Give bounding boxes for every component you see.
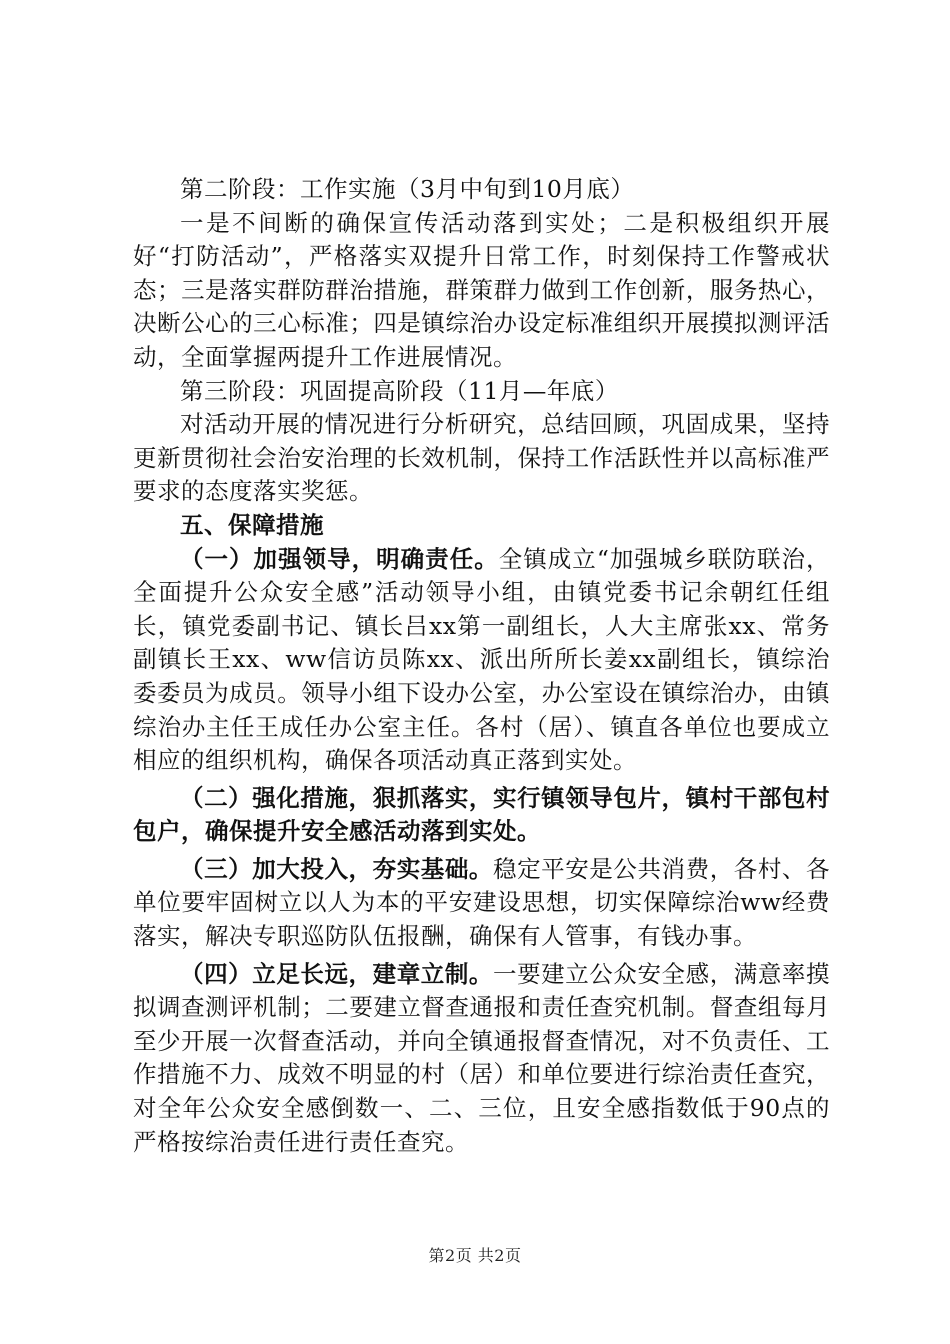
- measure-four-text: 一要建立公众安全感，满意率摸拟调查测评机制；二要建立督查通报和责任查究机制。督查组每月至少开展一次督查活动，并向全镇通报督查情况，对不负责任、工作措施不力、成效不明显的村（居）和单位要进行综治责任查究，对全年公众安全感倒数一、二、三位，且安全感指数低于90点的严格按综治责任进行责任查究。: [133, 959, 830, 1156]
- measure-one-title: （一）加强领导，明确责任。: [180, 544, 499, 573]
- section-five-heading-text: 五、保障措施: [180, 510, 324, 539]
- measure-four-paragraph: [133, 958, 830, 1160]
- phase-two-heading-text: 第二阶段：工作实施（3月中旬到10月底）: [180, 175, 635, 203]
- page-footer: [0, 1243, 950, 1266]
- phase-two-paragraph: [133, 207, 830, 375]
- phase-three-paragraph-text: 对活动开展的情况进行分析研究，总结回顾，巩固成果，坚持更新贯彻社会治安治理的长效机制，保持工作活跃性并以高标准严要求的态度落实奖惩。: [133, 410, 830, 506]
- measure-two-paragraph: [133, 782, 830, 849]
- document-body: [133, 173, 830, 1159]
- measure-three-text: 稳定平安是公共消费，各村、各单位要牢固树立以人为本的平安建设思想，切实保障综治ww经费落实，解决专职巡防队伍报酬，确保有人管事，有钱办事。: [133, 854, 830, 951]
- phase-two-heading: [133, 173, 830, 207]
- measure-one-text: 全镇成立“加强城乡联防联治，全面提升公众安全感”活动领导小组，由镇党委书记余朝红任组长，镇党委副书记、镇长吕xx第一副组长，人大主席张xx、常务副镇长王xx、ww信访员陈xx、派出所所长姜xx副组长，镇综治委委员为成员。领导小组下设办公室，办公室设在镇综治办，由镇综治办主任王成任办公室主任。各村（居）、镇直各单位也要成立相应的组织机构，确保各项活动真正落到实处。: [133, 544, 831, 775]
- phase-three-heading-text: 第三阶段：巩固提高阶段（11月—年底）: [180, 376, 619, 405]
- measure-four-title: （四）立足长远，建章立制。: [180, 959, 493, 988]
- phase-three-heading: [133, 375, 830, 409]
- measure-three-title: （三）加大投入，夯实基础。: [180, 854, 493, 883]
- phase-three-paragraph: [133, 408, 830, 509]
- measure-three-paragraph: [133, 853, 830, 954]
- section-five-heading: [133, 509, 830, 543]
- measure-one-paragraph: [133, 543, 830, 778]
- measure-two-title: （二）强化措施，狠抓落实，实行镇领导包片，镇村干部包村包户，确保提升安全感活动落到实处。: [133, 783, 830, 846]
- page-number-label: 第2页 共2页: [428, 1246, 522, 1265]
- phase-two-paragraph-text: 一是不间断的确保宣传活动落到实处；二是积极组织开展好“打防活动”，严格落实双提升日常工作，时刻保持工作警戒状态；三是落实群防群治措施，群策群力做到工作创新，服务热心，决断公心的三心标准；四是镇综治办设定标准组织开展摸拟测评活动，全面掌握两提升工作进展情况。: [133, 208, 830, 371]
